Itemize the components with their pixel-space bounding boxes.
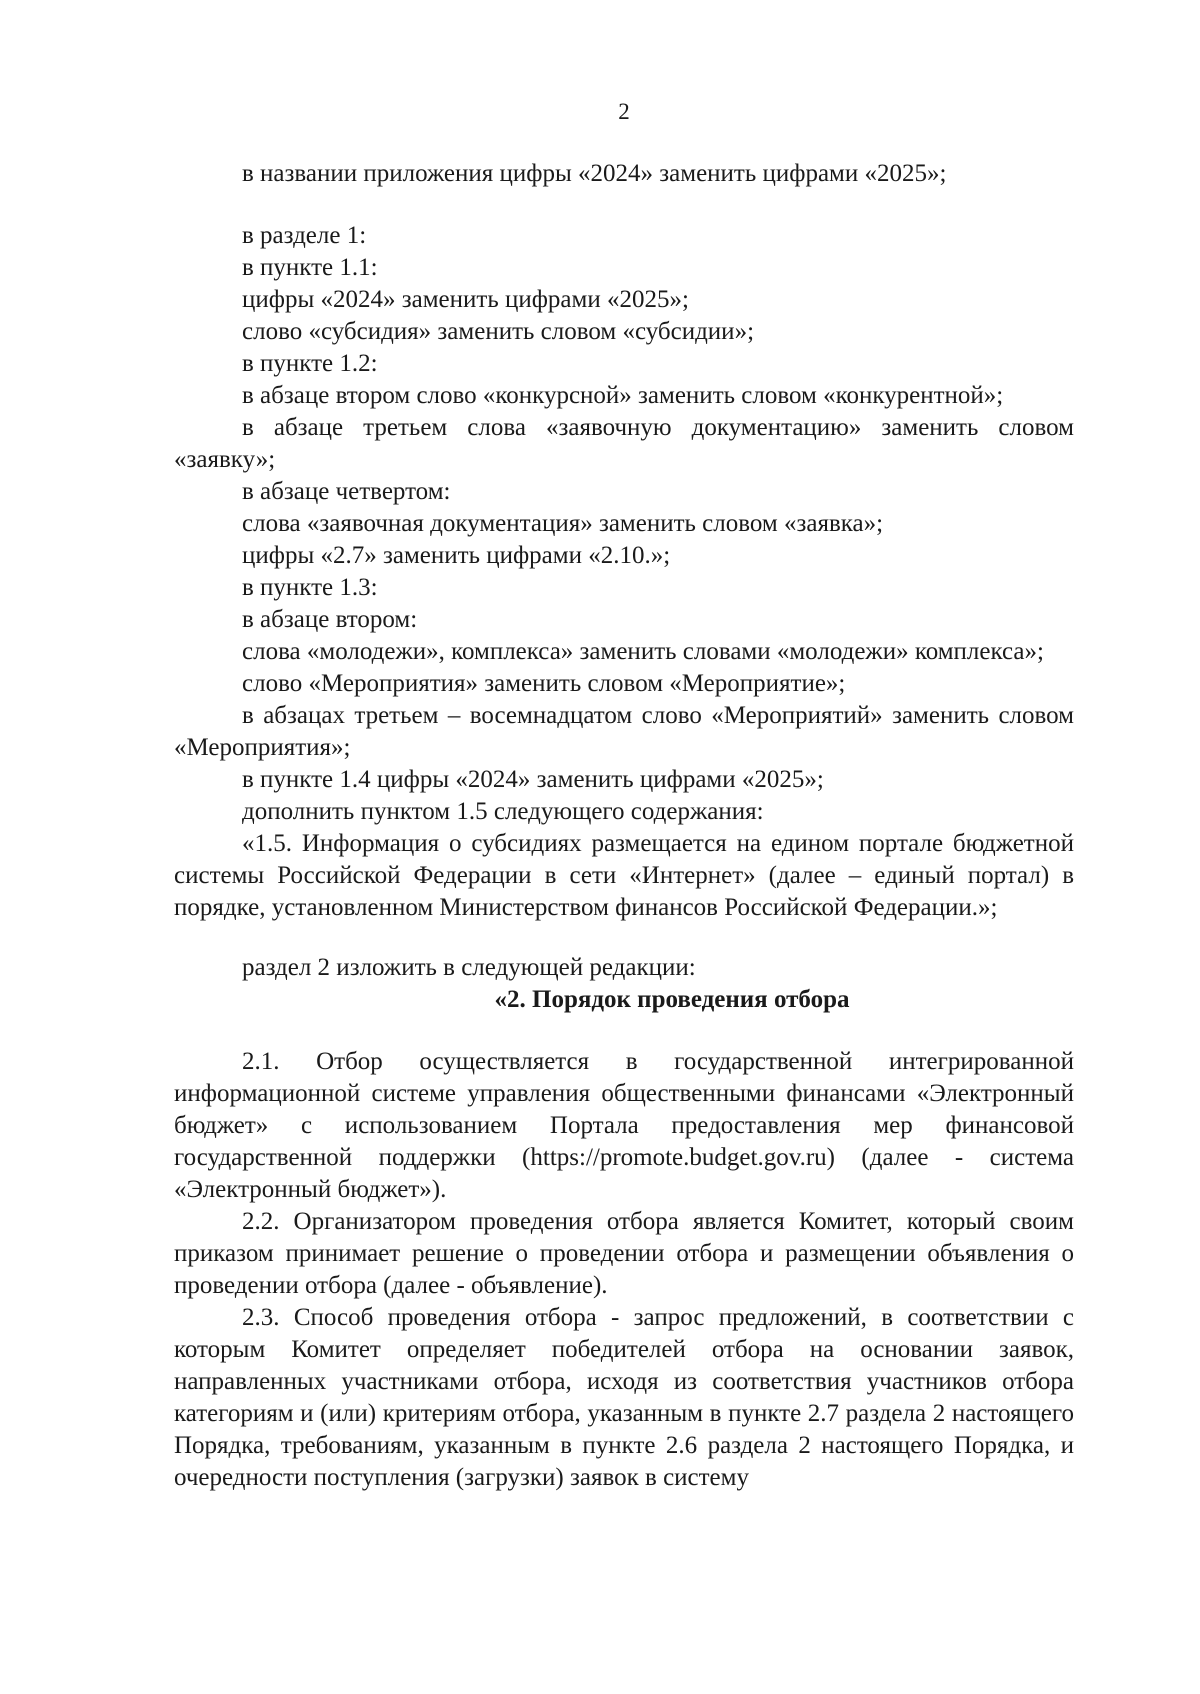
paragraph: слова «молодежи», комплекса» заменить словами «молодежи» комплекса»; <box>242 638 1044 665</box>
paragraph: в абзаце четвертом: <box>242 478 451 505</box>
paragraph: цифры «2024» заменить цифрами «2025»; <box>242 286 689 313</box>
paragraph: в пункте 1.4 цифры «2024» заменить цифрами «2025»; <box>242 766 824 793</box>
paragraph: дополнить пунктом 1.5 следующего содержания: <box>242 798 764 825</box>
paragraph: в абзаце третьем слова «заявочную документацию» заменить словом «заявку»; <box>174 414 1074 473</box>
paragraph: 2.2. Организатором проведения отбора является Комитет, который своим приказом принимает решение о проведении отбора и размещении объявления о проведении отбора (далее - объявление). <box>174 1208 1074 1299</box>
paragraph-spacer <box>174 190 1074 220</box>
paragraph-spacer <box>174 924 1074 952</box>
paragraph: 2.1. Отбор осуществляется в государственной интегрированной информационной системе управления общественными финансами «Электронный бюджет» с использованием Портала предоставления мер финансовой государственной поддержки (https://promote.budget.gov.ru) (далее - система «Электронный бюджет»). <box>174 1048 1074 1203</box>
paragraph: слово «Мероприятия» заменить словом «Мероприятие»; <box>242 670 846 697</box>
document-body <box>174 158 1074 1494</box>
paragraph-spacer <box>174 1016 1074 1046</box>
page-number: 2 <box>618 99 630 124</box>
section-heading: «2. Порядок проведения отбора <box>494 986 850 1013</box>
paragraph: в пункте 1.3: <box>242 574 378 601</box>
paragraph: в абзаце втором слово «конкурсной» заменить словом «конкурентной»; <box>242 382 1004 409</box>
paragraph: слово «субсидия» заменить словом «субсидии»; <box>242 318 755 345</box>
paragraph: цифры «2.7» заменить цифрами «2.10.»; <box>242 542 671 569</box>
paragraph: в абзаце втором: <box>242 606 418 633</box>
paragraph: «1.5. Информация о субсидиях размещается на едином портале бюджетной системы Российской Федерации в сети «Интернет» (далее – единый портал) в порядке, установленном Министерством финансов Российской Федерации.»; <box>174 830 1074 921</box>
paragraph: в абзацах третьем – восемнадцатом слово «Мероприятий» заменить словом «Мероприятия»; <box>174 702 1074 761</box>
paragraph: слова «заявочная документация» заменить словом «заявка»; <box>242 510 884 537</box>
section-intro: раздел 2 изложить в следующей редакции: <box>242 954 696 981</box>
paragraph: в названии приложения цифры «2024» заменить цифрами «2025»; <box>242 160 947 187</box>
paragraph: в разделе 1: <box>242 222 367 249</box>
paragraph: 2.3. Способ проведения отбора - запрос предложений, в соответствии с которым Комитет определяет победителей отбора на основании заявок, направленных участниками отбора, исходя из соответствия участников отбора категориям и (или) критериям отбора, указанным в пункте 2.7 раздела 2 настоящего Порядка, требованиям, указанным в пункте 2.6 раздела 2 настоящего Порядка, и очередности поступления (загрузки) заявок в систему <box>174 1304 1074 1491</box>
paragraph: в пункте 1.2: <box>242 350 378 377</box>
document-page <box>174 0 1074 1694</box>
paragraph: в пункте 1.1: <box>242 254 378 281</box>
